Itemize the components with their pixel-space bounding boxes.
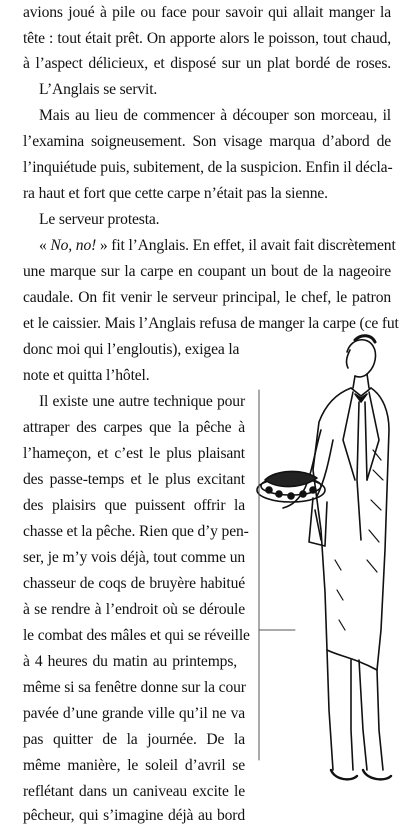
text-line: le combat des mâles et qui se réveille [23, 627, 250, 644]
text-line: même manière, le soleil d’avril se [23, 757, 245, 774]
text-line: note et quitta l’hôtel. [23, 367, 150, 384]
text-line: chasse et la pêche. Rien que d’y pen- [23, 523, 249, 540]
text-line: ser, je m’y vois déjà, tout comme un [23, 549, 245, 566]
text-line: à 4 heures du matin au printemps, [23, 653, 237, 670]
text-line: une marque sur la carpe en coupant un bout de la nageoire [23, 263, 391, 280]
text-line: Mais au lieu de commencer à découper son morceau, il [39, 107, 391, 124]
text-line: Le serveur protesta. [39, 211, 160, 228]
text-line: l’examina soigneusement. Son visage marqua d’abord de [23, 133, 391, 150]
text-line: L’Anglais se servit. [39, 81, 158, 98]
quote-line [39, 236, 396, 256]
text-line: Il existe une autre technique pour [39, 393, 245, 410]
text-line: attraper des carpes que la pêche à [23, 419, 245, 436]
text-line: avions joué à pile ou face pour savoir qui allait manger la [23, 4, 391, 21]
text-line: des passe-temps et le plus excitant [23, 471, 245, 488]
quote-rest: » fit l’Anglais. En effet, il avait fait discrètement [96, 237, 396, 254]
text-line: et le caissier. Mais l’Anglais refusa de manger la carpe (ce fut [23, 315, 399, 332]
text-line: pêcheur, qui s’imagine déjà au bord [23, 807, 245, 824]
text-line: ra haut et fort que cette carpe n’était pas la sienne. [23, 185, 328, 202]
text-line: des plaisirs que puissent offrir la [23, 497, 245, 514]
text-line: l’inquiétude puis, subitement, de la suspicion. Enfin il décla- [23, 159, 393, 176]
text-line: pas quitter de la journée. De la [23, 731, 245, 748]
text-line: chasseur de coqs de bruyère habitué [23, 575, 245, 592]
text-line: à l’aspect délicieux, et disposé sur un plat bordé de roses. [23, 55, 391, 72]
text-line: l’hameçon, et c’est le plus plaisant [23, 445, 245, 462]
text-line: donc moi qui l’engloutis), exigea la [23, 341, 240, 358]
text-line: reflétant dans un caniveau excite le [23, 783, 245, 800]
text-line: tête : tout était prêt. On apporte alors le poisson, tout chaud, [23, 30, 391, 47]
quote-italic-text: No, no! [50, 237, 97, 254]
text-line: à se rendre à l’endroit où se déroule [23, 601, 245, 618]
text-line: caudale. On fit venir le serveur principal, le chef, le patron [23, 289, 391, 306]
quote-open: « [39, 237, 51, 254]
text-line: même si sa fenêtre donne sur la cour [23, 679, 246, 696]
waiter-serving-fish-illustration [255, 330, 395, 792]
text-line: pavée d’une grande ville qu’il ne va [23, 705, 245, 722]
